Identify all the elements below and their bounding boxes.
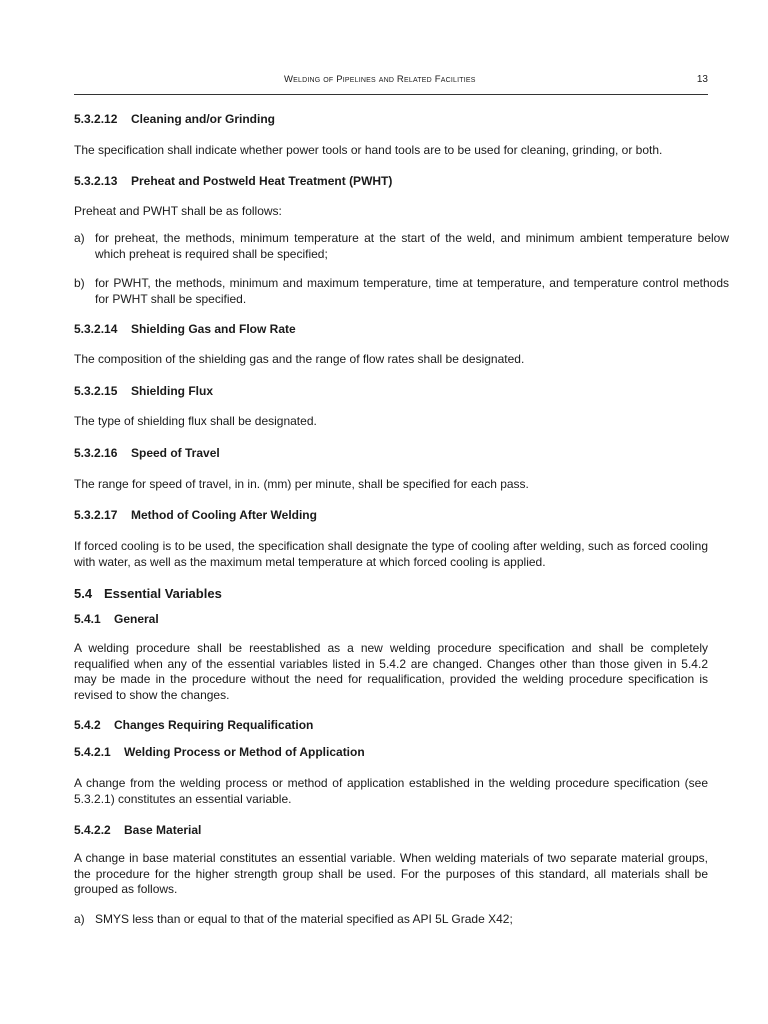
paragraph-5-3-2-15: The type of shielding flux shall be designated. bbox=[74, 414, 317, 428]
paragraph-5-4-2-2: A change in base material constitutes an essential variable. When welding materials of two separate material groups, the procedure for the higher strength group shall be used. For the purposes of this standard, all materials shall be grouped as follows. bbox=[74, 851, 708, 896]
paragraph-5-3-2-17: If forced cooling is to be used, the specification shall designate the type of cooling after welding, such as forced cooling with water, as well as the maximum metal temperature at which forced cooling is applied. bbox=[74, 539, 708, 569]
section-number: 5.4.1 bbox=[74, 612, 101, 626]
section-number: 5.4.2.2 bbox=[74, 823, 111, 837]
heading-5-3-2-12 bbox=[74, 112, 708, 126]
heading-5-3-2-15 bbox=[74, 384, 708, 398]
section-title: General bbox=[114, 612, 159, 626]
section-number: 5.3.2.12 bbox=[74, 112, 118, 126]
section-title: Shielding Flux bbox=[131, 384, 214, 398]
section-number: 5.3.2.13 bbox=[74, 174, 118, 188]
page-number: 13 bbox=[696, 74, 708, 85]
section-title: Changes Requiring Requalification bbox=[114, 718, 314, 732]
paragraph-5-4-1: A welding procedure shall be reestablished as a new welding procedure specification and shall be completely requalified when any of the essential variables listed in 5.4.2 are changed. Changes other than those given in 5.4.2 may be made in the procedure without the need for requalification, provided the welding procedure specification is revised to show the changes. bbox=[74, 641, 708, 702]
section-number: 5.3.2.16 bbox=[74, 446, 118, 460]
list-marker: b) bbox=[74, 276, 85, 290]
paragraph-5-3-2-14: The composition of the shielding gas and the range of flow rates shall be designated. bbox=[74, 352, 525, 366]
list-item bbox=[74, 276, 729, 307]
section-title: Base Material bbox=[124, 823, 202, 837]
heading-5-3-2-17 bbox=[74, 508, 708, 522]
section-number: 5.4 bbox=[74, 586, 93, 601]
heading-5-4 bbox=[74, 586, 708, 601]
list-marker: a) bbox=[74, 912, 85, 926]
heading-5-4-2-1 bbox=[74, 745, 708, 759]
section-title: Welding Process or Method of Application bbox=[124, 745, 365, 759]
heading-5-4-2 bbox=[74, 718, 708, 732]
section-title: Method of Cooling After Welding bbox=[131, 508, 317, 522]
running-header bbox=[74, 74, 708, 95]
section-number: 5.4.2.1 bbox=[74, 745, 111, 759]
paragraph-5-3-2-13: Preheat and PWHT shall be as follows: bbox=[74, 204, 282, 218]
paragraph-5-4-2-1: A change from the welding process or method of application established in the welding procedure specification (see 5.3.2.1) constitutes an essential variable. bbox=[74, 776, 708, 806]
list-text: for PWHT, the methods, minimum and maximum temperature, time at temperature, and temperature control methods for PWHT shall be specified. bbox=[95, 276, 729, 306]
list-marker: a) bbox=[74, 231, 85, 245]
document-page bbox=[74, 0, 729, 1024]
heading-5-3-2-16 bbox=[74, 446, 708, 460]
section-title: Speed of Travel bbox=[131, 446, 220, 460]
section-title: Preheat and Postweld Heat Treatment (PWHT) bbox=[131, 174, 393, 188]
list-item bbox=[74, 912, 729, 928]
section-title: Essential Variables bbox=[104, 586, 222, 601]
list-text: SMYS less than or equal to that of the material specified as API 5L Grade X42; bbox=[95, 912, 513, 926]
section-number: 5.4.2 bbox=[74, 718, 101, 732]
paragraph-5-3-2-12: The specification shall indicate whether power tools or hand tools are to be used for cleaning, grinding, or both. bbox=[74, 143, 663, 157]
section-number: 5.3.2.17 bbox=[74, 508, 118, 522]
section-number: 5.3.2.15 bbox=[74, 384, 118, 398]
heading-5-3-2-14 bbox=[74, 322, 708, 336]
section-number: 5.3.2.14 bbox=[74, 322, 118, 336]
heading-5-4-2-2 bbox=[74, 823, 708, 837]
heading-5-3-2-13 bbox=[74, 174, 708, 188]
list-item bbox=[74, 231, 729, 262]
paragraph-5-3-2-16: The range for speed of travel, in in. (mm) per minute, shall be specified for each pass. bbox=[74, 477, 529, 491]
section-title: Shielding Gas and Flow Rate bbox=[131, 322, 296, 336]
heading-5-4-1 bbox=[74, 612, 708, 626]
list-text: for preheat, the methods, minimum temperature at the start of the weld, and minimum ambient temperature below which preheat is required shall be specified; bbox=[95, 231, 729, 261]
running-title: Welding of Pipelines and Related Facilities bbox=[284, 74, 476, 85]
section-title: Cleaning and/or Grinding bbox=[131, 112, 275, 126]
